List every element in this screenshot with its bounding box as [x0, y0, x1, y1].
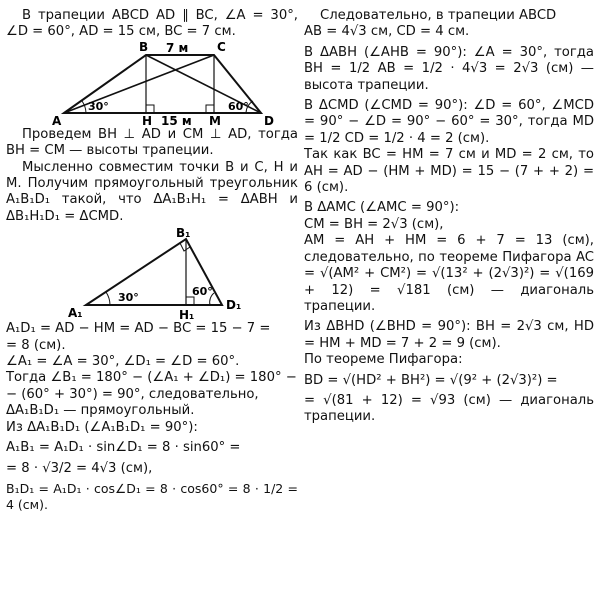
point-h1-label: H₁ [179, 308, 195, 322]
ad-length-label: 15 м [161, 113, 192, 127]
trapezoid-figure [6, 41, 298, 127]
line-angle-b1: Тогда ∠B₁ = 180° − (∠A₁ + ∠D₁) = 180° − [6, 370, 297, 386]
point-h-label: H [142, 113, 153, 127]
point-a1-label: A₁ [68, 306, 83, 321]
point-c-label: C [217, 40, 226, 54]
angle-a1-label: 30° [118, 291, 139, 305]
paragraph-cmd: В ΔCMD (∠CMD = 90°): ∠D = 60°, ∠MCD = 90° − ∠D = 90° − 60° = 30°, тогда MD = 1/2 CD = 1/2 · 4 = 2 (см). [304, 98, 594, 146]
line-cm: CM = BH = 2√3 (см), [304, 216, 444, 232]
right-triangle-figure [6, 225, 298, 321]
line-a1b1: A₁B₁ = A₁D₁ · sin∠D₁ = 8 · sin60° = [6, 440, 241, 456]
paragraph-heights: Проведем BH ⊥ AD и CM ⊥ AD, тогда BH = CM — высоты трапеции. [6, 126, 298, 159]
right-column [304, 8, 594, 426]
line-angles: ∠A₁ = ∠A = 30°, ∠D₁ = ∠D = 60°. [6, 354, 240, 370]
line-amc: В ΔAMC (∠AMC = 90°): [304, 200, 460, 216]
line-a1d1-result: = 8 (см). [6, 337, 66, 353]
line-a1b1-result: = 8 · √3/2 = 4√3 (см), [6, 460, 153, 476]
point-d-label: D [264, 113, 274, 127]
angle-d1-label: 60° [192, 285, 213, 299]
line-b1d1: B₁D₁ = A₁D₁ · cos∠D₁ = 8 · cos60° = 8 · 1/2 = 4 (см). [6, 480, 298, 513]
point-b1-label: B₁ [176, 226, 191, 241]
point-m-label: M [209, 113, 221, 127]
problem-statement: В трапеции ABCD AD ∥ BC, ∠A = 30°, ∠D = 60°, AD = 15 см, BC = 7 см. [6, 8, 298, 40]
paragraph-ac: AM = AH + HM = 6 + 7 = 13 (см), следовательно, по теореме Пифагора AC = √(AM² + CM²) = √(13² + (2√3)²) = √(169 + 12) = √181 (см) — диагональ трапеции. [304, 233, 594, 314]
point-a-label: A [52, 113, 62, 127]
angle-d-label: 60° [228, 99, 249, 113]
point-d1-label: D₁ [226, 298, 242, 313]
bc-length-label: 7 м [166, 40, 189, 55]
paragraph-bhd: Из ΔBHD (∠BHD = 90°): BH = 2√3 см, HD = HM + MD = 7 + 2 = 9 (см). [304, 319, 594, 351]
line-pythagoras: По теореме Пифагора: [304, 352, 463, 368]
angle-a-label: 30° [88, 99, 109, 113]
point-b-label: B [139, 40, 149, 54]
line-from-triangle: Из ΔA₁B₁D₁ (∠A₁B₁D₁ = 90°): [6, 419, 198, 435]
line-angle-b1-cont: − (60° + 30°) = 90°, следовательно, [6, 386, 259, 402]
paragraph-combine: Мысленно совместим точки B и C, H и M. Получим прямоугольный треугольник A₁B₁D₁ такой, что ΔA₁B₁H₁ = ΔABH и ΔB₁H₁D₁ = ΔCMD. [6, 159, 298, 224]
paragraph-abh: В ΔABH (∠AHB = 90°): ∠A = 30°, тогда BH = 1/2 AB = 1/2 · 4√3 = 2√3 (см) — высота трапеции. [304, 44, 594, 93]
line-ab-cd: AB = 4√3 см, CD = 4 см. [304, 24, 470, 40]
line-bd: BD = √(HD² + BH²) = √(9² + (2√3)²) = [304, 372, 558, 388]
line-right-triangle: ΔA₁B₁D₁ — прямоугольный. [6, 403, 195, 419]
line-bd-result: = √(81 + 12) = √93 (см) — диагональ трапеции. [304, 392, 594, 425]
line-a1d1: A₁D₁ = AD − HM = AD − BC = 15 − 7 = [6, 321, 271, 337]
line-conclusion: Следовательно, в трапеции ABCD [320, 8, 557, 23]
paragraph-ah: Так как BC = HM = 7 см и MD = 2 см, то AH = AD − (HM + MD) = 15 − (7 + + 2) = 6 (см). [304, 147, 594, 196]
left-column [6, 8, 298, 514]
